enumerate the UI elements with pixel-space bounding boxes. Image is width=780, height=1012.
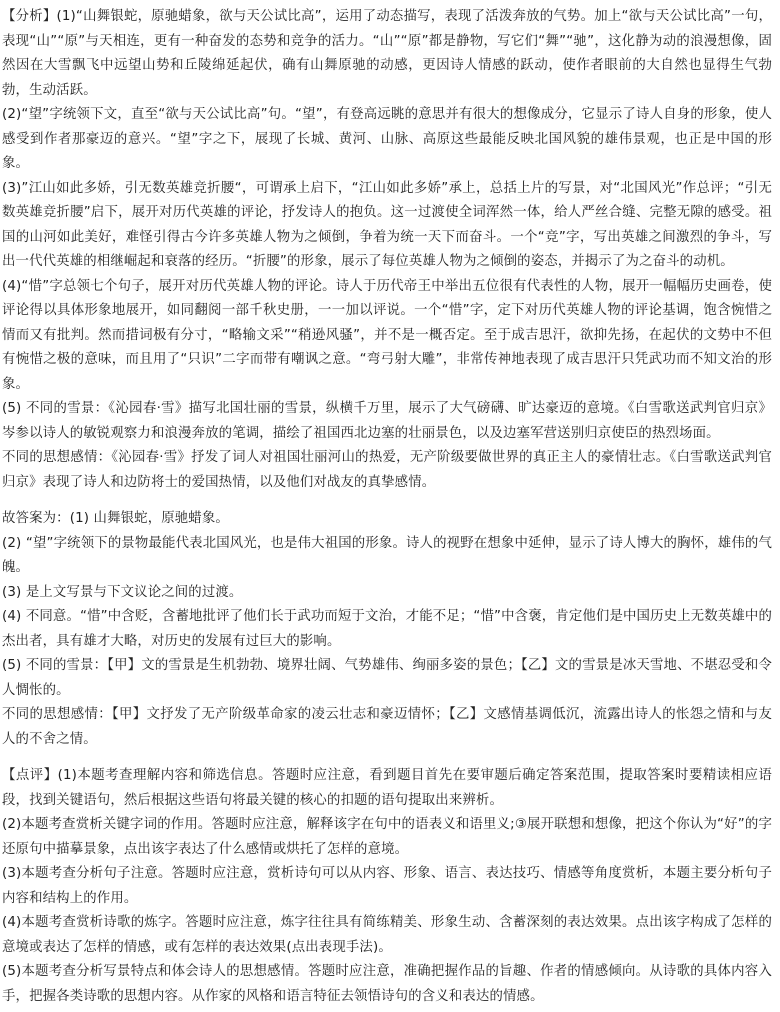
answer-paragraph-4: (4) 不同意。“惜”中含贬，含蓄地批评了他们长于武功而短于文治，才能不足；“惜”中含褒，肯定他们是中国历史上无数英雄中的杰出者，具有雄才大略，对历史的发展有过巨大的影响。	[2, 609, 772, 649]
analysis-paragraph-6: 不同的思想感情：《沁园春·雪》抒发了词人对祖国壮丽河山的热爱，无产阶级要做世界的真正主人的豪情壮志。《白雪歌送武判官归京》表现了诗人和边防将士的爱国热情，以及他们对战友的真挚感情。	[2, 450, 772, 490]
comment-paragraph-5: (5)本题考查分析写景特点和体会诗人的思想感情。答题时应注意，准确把握作品的旨趣、作者的情感倾向。从诗歌的具体内容入手，把握各类诗歌的思想内容。从作家的风格和语言特征去领悟诗句的含义和表达的情感。	[2, 964, 772, 1004]
comment-paragraph-2: (2)本题考查赏析关键字词的作用。答题时应注意，解释该字在句中的语表义和语里义;③展开联想和想像，把这个你认为“好”的字还原句中描摹景象，点出该字表达了什么感情或烘托了怎样的意境。	[2, 817, 772, 857]
comment-paragraph-1: 【点评】(1)本题考查理解内容和筛选信息。答题时应注意，看到题目首先在要审题后确定答案范围，提取答案时要精读相应语段，找到关键语句，然后根据这些语句将最关键的核心的扣题的语句提取出来辨析。	[2, 768, 772, 808]
answer-paragraph-6: 不同的思想感情：【甲】文抒发了无产阶级革命家的凌云壮志和豪迈情怀；【乙】文感情基调低沉，流露出诗人的怅怨之情和与友人的不舍之情。	[2, 707, 772, 747]
analysis-paragraph-4: (4)“惜”字总领七个句子，展开对历代英雄人物的评论。诗人于历代帝王中举出五位很有代表性的人物，展开一幅幅历史画卷，使评论得以具体形象地展开，如同翻阅一部千秋史册，一一加以评说。一个“惜”字，定下对历代英雄人物的评论基调，饱含惋惜之情而又有批判。然而措词极有分寸，“略输文采”“稍逊风骚”，并不是一概否定。至于成吉思汗，欲抑先扬，在起伏的文势中不但有惋惜之极的意味，而且用了“只识”二字而带有嘲讽之意。“弯弓射大雕”，非常传神地表现了成吉思汗只凭武功而不知文治的形象。	[2, 278, 772, 392]
analysis-paragraph-1: 【分析】(1)“山舞银蛇，原驰蜡象，欲与天公试比高”，运用了动态描写，表现了活泼奔放的气势。加上“欲与天公试比高”一句，表现“山”“原”与天相连，更有一种奋发的态势和竞争的活力。“山”“原”都是静物，写它们“舞”“驰”，这化静为动的浪漫想像，固然因在大雪飘飞中远望山势和丘陵绵延起伏，确有山舞原驰的动感，更因诗人情感的跃动，使作者眼前的大自然也显得生气勃勃，生动活跃。	[2, 9, 772, 98]
answer-paragraph-5: (5) 不同的雪景：【甲】文的雪景是生机勃勃、境界壮阔、气势雄伟、绚丽多姿的景色；【乙】文的雪景是冰天雪地、不堪忍受和令人惆怅的。	[2, 658, 772, 698]
answer-paragraph-1: 故答案为：(1) 山舞银蛇，原驰蜡象。	[2, 511, 229, 526]
analysis-paragraph-5: (5) 不同的雪景：《沁园春·雪》描写北国壮丽的雪景，纵横千万里，展示了大气磅礴、旷达豪迈的意境。《白雪歌送武判官归京》岑参以诗人的敏锐观察力和浪漫奔放的笔调，描绘了祖国西北边塞的壮丽景色，以及边塞军营送别归京使臣的热烈场面。	[2, 401, 772, 441]
answer-paragraph-2: (2) “望”字统领下的景物最能代表北国风光，也是伟大祖国的形象。诗人的视野在想象中延伸，显示了诗人博大的胸怀，雄伟的气魄。	[2, 535, 772, 575]
section-gap	[2, 752, 772, 764]
comment-paragraph-3: (3)本题考查分析句子注意。答题时应注意，赏析诗句可以从内容、形象、语言、表达技巧、情感等角度赏析，本题主要分析句子内容和结构上的作用。	[2, 866, 772, 906]
comment-paragraph-4: (4)本题考查赏析诗歌的炼字。答题时应注意，炼字往往具有简练精美、形象生动、含蓄深刻的表达效果。点出该字构成了怎样的意境或表达了怎样的情感，或有怎样的表达效果(点出表现手法)。	[2, 915, 772, 955]
analysis-section	[2, 5, 772, 495]
answer-paragraph-3: (3) 是上文写景与下文议论之间的过渡。	[2, 584, 243, 600]
answer-section	[2, 507, 772, 752]
analysis-paragraph-2: (2)“望”字统领下文，直至“欲与天公试比高”句。“望”，有登高远眺的意思并有很大的想像成分，它显示了诗人自身的形象，使人感受到作者那豪迈的意兴。“望”字之下，展现了长城、黄河、山脉、高原这些最能反映北国风貌的雄伟景观，也正是中国的形象。	[2, 107, 772, 171]
comment-section	[2, 764, 772, 1009]
section-gap	[2, 495, 772, 507]
analysis-paragraph-3: (3)”江山如此多娇，引无数英雄竞折腰“，可谓承上启下，“江山如此多娇”承上，总括上片的写景，对“北国风光”作总评；“引无数英雄竞折腰”启下，展开对历代英雄的评论，抒发诗人的抱负。这一过渡使全词浑然一体，给人严丝合缝、完整无隙的感受。祖国的山河如此美好，难怪引得古今许多英雄人物为之倾倒，争着为统一天下而奋斗。一个“竞”字，写出英雄之间激烈的争斗，写出一代代英雄的相继崛起和衰落的经历。“折腰”的形象，展示了每位英雄人物为之倾倒的姿态，并揭示了为之奋斗的动机。	[2, 180, 772, 269]
